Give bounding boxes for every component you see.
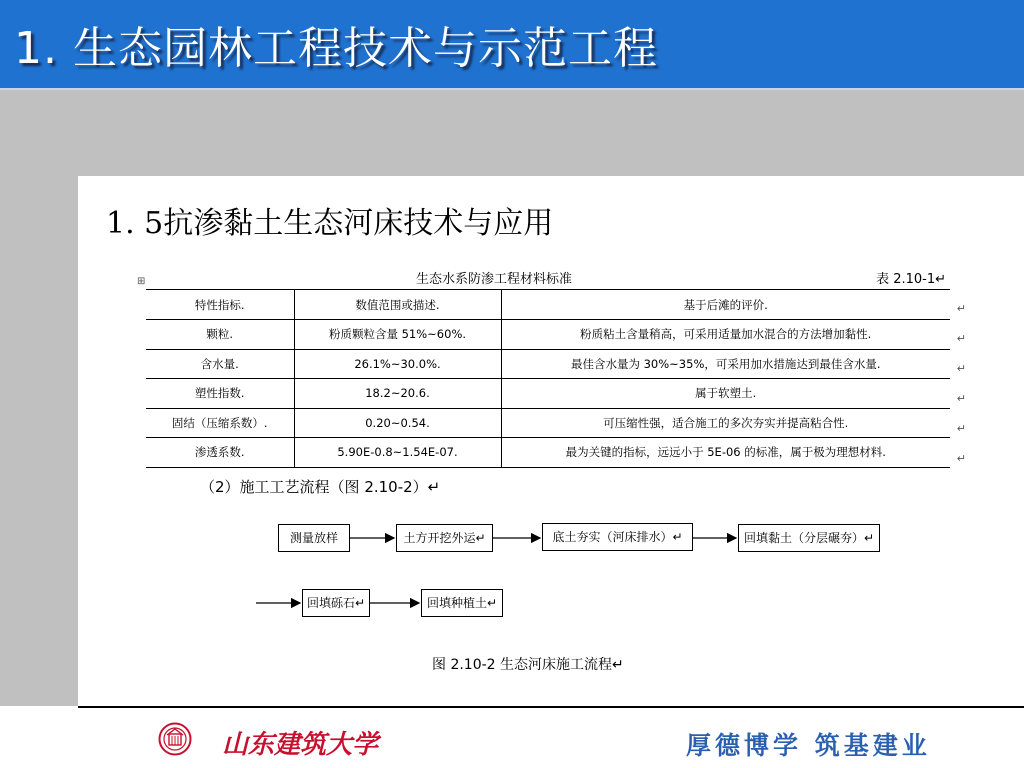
university-motto: 厚德博学 筑基建业 (686, 731, 931, 760)
footer (0, 706, 1024, 768)
table-number: 表 2.10-1↵ (876, 272, 946, 287)
university-name: 山东建筑大学 (222, 730, 379, 760)
process-title: （2）施工工艺流程（图 2.10-2）↵ (200, 478, 441, 496)
header-cell: 基于后滩的评价. (501, 290, 950, 320)
return-mark-icon: ↵ (956, 392, 966, 405)
table-cell: 塑性指数. (146, 379, 294, 409)
table-cell: 26.1%~30.0%. (294, 349, 501, 379)
flow-arrows (78, 176, 1024, 706)
flow-step-soil-backfill: 回填种植土↵ (421, 589, 503, 617)
table-cell: 渗透系数. (146, 438, 294, 468)
title-bar (0, 0, 1024, 90)
table-cell: 含水量. (146, 349, 294, 379)
return-mark-icon: ↵ (956, 332, 966, 345)
section-title: 1. 5抗渗黏土生态河床技术与应用 (106, 206, 554, 241)
table-caption: 生态水系防渗工程材料标准 (416, 272, 573, 287)
table-cell: 固结（压缩系数）. (146, 408, 294, 438)
table-cell: 最佳含水量为 30%~35%，可采用加水措施达到最佳含水量. (501, 349, 950, 379)
table-cell: 粉质颗粒含量 51%~60%. (294, 320, 501, 350)
figure-caption: 图 2.10-2 生态河床施工流程↵ (432, 657, 624, 673)
return-mark-icon: ↵ (956, 362, 966, 375)
return-mark-icon: ↵ (956, 422, 966, 435)
flow-step-gravel-backfill: 回填砾石↵ (302, 589, 370, 617)
header-cell: 数值范围或描述. (294, 290, 501, 320)
flow-step-clay-backfill: 回填黏土（分层碾夯）↵ (738, 524, 880, 552)
return-mark-icon: ↵ (956, 302, 966, 315)
table-cell: 最为关键的指标，远远小于 5E-06 的标准，属于极为理想材料. (501, 438, 950, 468)
table-cell: 颗粒. (146, 320, 294, 350)
content-panel (78, 176, 1024, 706)
flow-step-survey: 测量放样 (278, 524, 350, 552)
university-emblem-icon (158, 722, 192, 756)
table-cell: 粉质粘土含量稍高，可采用适量加水混合的方法增加黏性. (501, 320, 950, 350)
return-mark-icon: ↵ (956, 452, 966, 465)
flow-step-compaction: 底土夯实（河床排水）↵ (542, 523, 693, 551)
table-cell: 可压缩性强，适合施工的多次夯实并提高粘合性. (501, 408, 950, 438)
table-cell: 18.2~20.6. (294, 379, 501, 409)
table-cell: 属于软塑土. (501, 379, 950, 409)
table-cell: 5.90E-0.8~1.54E-07. (294, 438, 501, 468)
table-cell: 0.20~0.54. (294, 408, 501, 438)
flow-step-excavation: 土方开挖外运↵ (396, 524, 493, 552)
slide-title: 1. 生态园林工程技术与示范工程 (14, 23, 658, 74)
footer-divider (78, 706, 1024, 708)
header-cell: 特性指标. (146, 290, 294, 320)
table-anchor-icon: ⊞ (137, 276, 146, 287)
